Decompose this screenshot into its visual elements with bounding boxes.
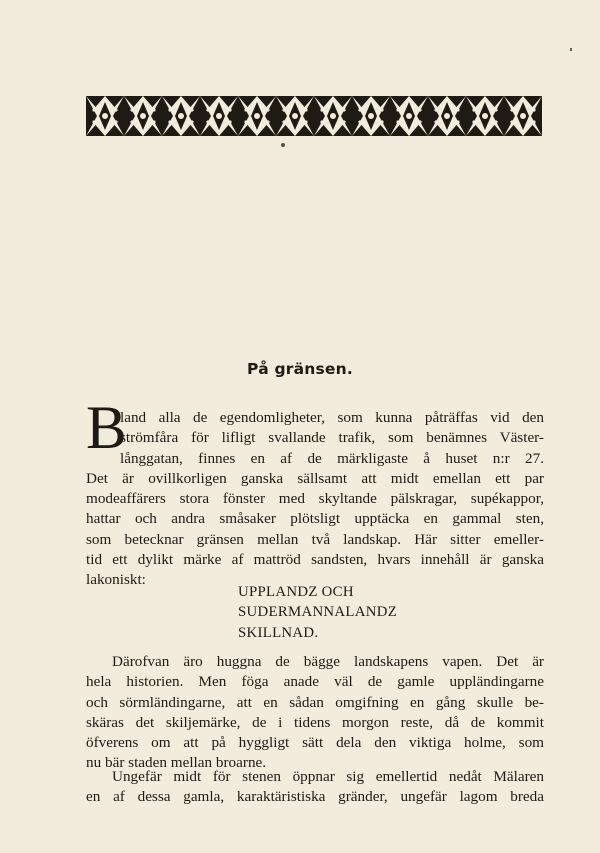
chapter-title: På gränsen. — [247, 360, 353, 378]
ornament-dot — [281, 143, 285, 147]
text-line: lakoniskt: — [86, 571, 146, 589]
text-line: Ungefär midt för stenen öppnar sig emellertid nedåt Mälaren — [112, 768, 544, 785]
page-speck — [570, 48, 572, 51]
drop-cap: B — [86, 395, 127, 462]
text-line: en af dessa gamla, karaktäristiska gränder, ungefär lagom breda — [86, 788, 544, 806]
text-line: öfverens om att på hyggligt sätt dela den viktiga holme, som — [86, 734, 544, 752]
text-line: skäras det skiljemärke, de i tidens morgon reste, då de kommit — [86, 713, 544, 731]
text-line: Det är ovillkorligen ganska sällsamt att midt emellan ett par — [86, 469, 544, 487]
text-line: nu bär staden mellan broarne. — [86, 754, 267, 772]
text-line: Därofvan äro huggna de bägge landskapens vapen. Det är — [112, 653, 544, 670]
paragraph-2 — [86, 652, 544, 774]
inscription-line: SUDERMANNALANDZ — [238, 604, 398, 621]
text-line: hattar och andra småsaker plötsligt upptäcka en gammal sten, — [86, 510, 544, 528]
text-line: strömfåra för lifligt svallande trafik, som benämnes Väster- — [120, 429, 544, 447]
inscription-line: UPPLANDZ OCH — [238, 584, 354, 600]
decorative-border-ornament — [86, 96, 544, 136]
inscription-line: SKILLNAD. — [238, 624, 319, 641]
paragraph-3 — [86, 767, 544, 808]
text-line: som betecknar gränsen mellan två landskap. Här sitter emeller- — [86, 530, 544, 548]
text-line: hela historien. Men föga anade väl de gamle uppländingarne — [86, 673, 544, 691]
text-line: land alla de egendomligheter, som kunna påträffas vid den — [120, 409, 544, 426]
text-line: och sörmländingarne, att en sådan omgifning en gång skulle be- — [86, 693, 544, 711]
stone-inscription — [238, 582, 397, 643]
text-line: tid ett dylikt märke af mattröd sandsten, hvars innehåll är ganska — [86, 551, 544, 569]
text-line: modeaffärers stora fönster med skyltande pälskragar, supékappor, — [86, 490, 544, 508]
text-line: långgatan, finnes en af de märkligaste å huset n:r 27. — [120, 449, 544, 467]
paragraph-1 — [86, 408, 544, 591]
